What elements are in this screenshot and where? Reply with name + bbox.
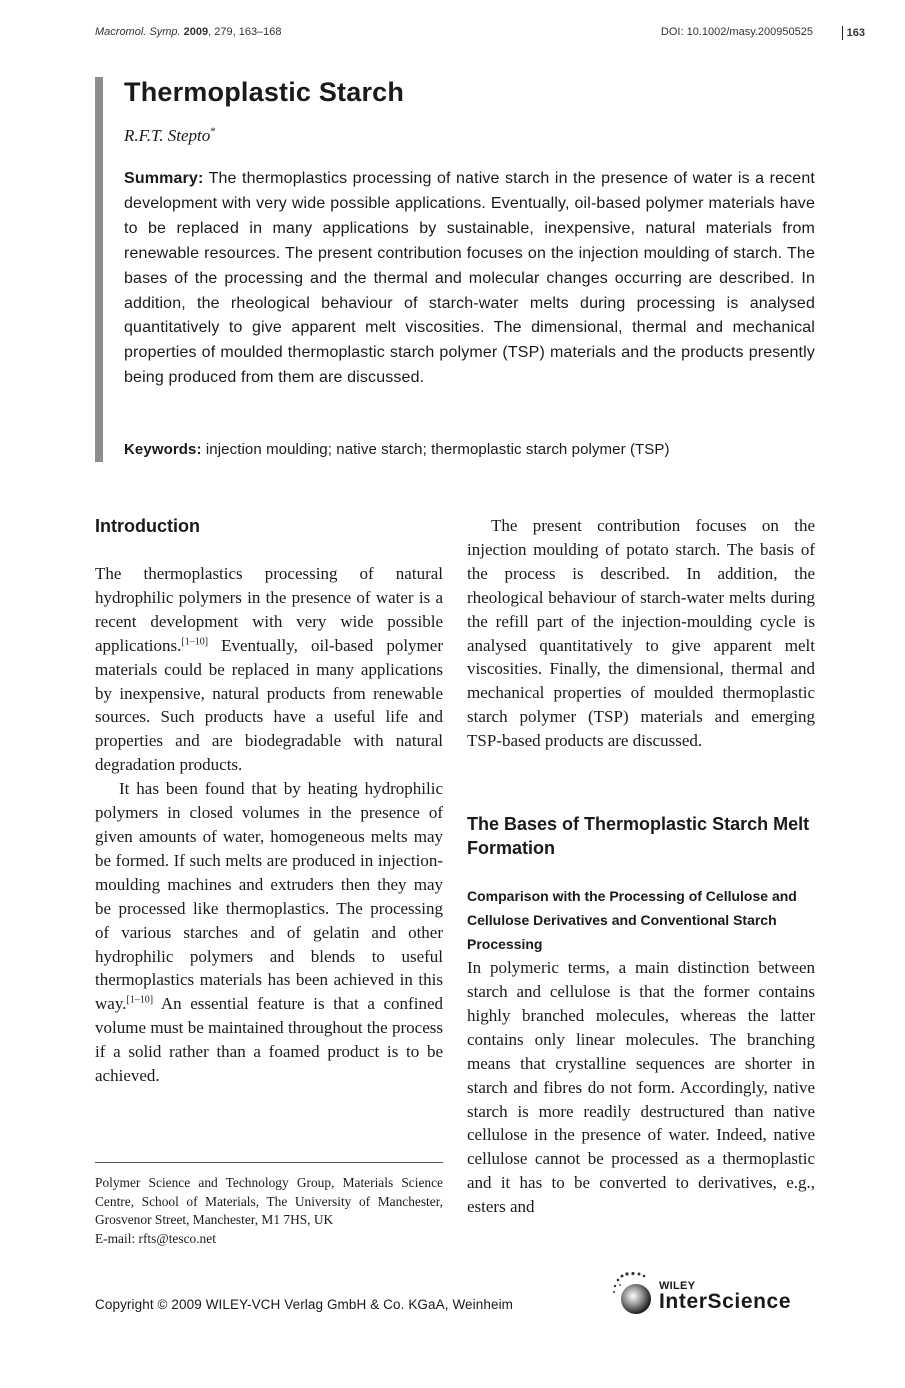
intro-p2-text-cont: An essential feature is that a confined volume must be maintained throughout the process if a solid rather than a foamed product is to be achieved.	[95, 994, 443, 1086]
right-column	[467, 514, 815, 1219]
running-header	[95, 26, 865, 44]
intro-p1-text-cont: Eventually, oil-based polymer materials could be replaced in many applications by inexpensive, natural products from renewable sources. Such products have a useful life and properties and are biodegradable with natural degradation products.	[95, 635, 443, 775]
intro-p1-text: The thermoplastics processing of natural hydrophilic polymers in the presence of water is a recent development with very wide possible applications.	[95, 564, 443, 655]
footnote	[95, 1174, 443, 1248]
intro-paragraph-2	[95, 777, 443, 1088]
volume-pages: , 279, 163–168	[208, 26, 282, 38]
article-title: Thermoplastic Starch	[124, 77, 405, 107]
citation-ref[interactable]: [1–10]	[181, 636, 209, 648]
doi[interactable]: DOI: 10.1002/masy.200950525	[660, 26, 813, 38]
citation	[95, 26, 282, 38]
keywords-label: Keywords:	[124, 441, 202, 458]
logo-name-text: InterScience	[659, 1290, 792, 1313]
page-number: 163	[842, 26, 865, 40]
footnote-rule	[95, 1162, 443, 1163]
section-heading-introduction: Introduction	[95, 516, 200, 536]
logo-wiley-text: WILEY	[659, 1280, 696, 1292]
summary-label: Summary:	[124, 170, 204, 187]
spacer	[467, 860, 815, 884]
copyright: Copyright © 2009 WILEY-VCH Verlag GmbH & Co. KGaA, Weinheim	[95, 1297, 514, 1312]
bases-paragraph-1: In polymeric terms, a main distinction between starch and cellulose is that the former contains highly branched molecules, whereas the latter contains only linear molecules. The branching means that crystalline sequences are shorter in starch and fibres do not form. Accordingly, native starch is more readily destructured than native cellulose in the presence of water. Indeed, native cellulose cannot be processed as a thermoplastic and it has to be converted to derivatives, e.g., esters and	[467, 958, 815, 1217]
keywords	[124, 441, 670, 458]
summary-text: The thermoplastics processing of native starch in the presence of water is a recent development with very wide possible applications. Eventually, oil-based polymer materials have to be replaced in many applications by sustainable, inexpensive, natural materials from renewable resources. The present contribution focuses on the injection moulding of starch. The bases of the processing and the thermal and molecular changes occurring are described. In addition, the rheological behaviour of starch-water melts during processing is analysed quantitatively to give apparent melt viscosities. The dimensional, thermal and mechanical properties of moulded thermoplastic starch polymer (TSP) materials and the products presently being produced from them are discussed.	[124, 170, 815, 387]
globe-icon	[612, 1272, 656, 1318]
intro-paragraph-3: The present contribution focuses on the injection moulding of potato starch. The basis of the process is described. In addition, the rheological behaviour of starch-water melts during the refill part of the injection-moulding cycle is analysed quantitatively to give apparent melt viscosities. Finally, the dimensional, thermal and mechanical properties of moulded thermoplastic starch polymer (TSP) materials and emerging TSP-based products are discussed.	[467, 516, 815, 751]
interscience-logo[interactable]	[612, 1268, 822, 1320]
section-heading-bases: The Bases of Thermoplastic Starch Melt Formation	[467, 814, 810, 859]
author-name: R.F.T. Stepto	[124, 126, 211, 145]
abstract-block	[95, 77, 815, 462]
intro-paragraph-1	[95, 562, 443, 777]
journal-year: 2009	[183, 26, 209, 38]
affiliation: Polymer Science and Technology Group, Materials Science Centre, School of Materials, The University of Manchester, Grosvenor Street, Manchester, M1 7HS, UK	[95, 1175, 443, 1227]
journal-name: Macromol. Symp.	[95, 26, 181, 38]
sidebar-bar	[95, 77, 103, 462]
keywords-text: injection moulding; native starch; thermoplastic starch polymer (TSP)	[201, 441, 670, 458]
email[interactable]: E-mail: rfts@tesco.net	[95, 1230, 216, 1246]
author	[124, 126, 216, 146]
left-column	[95, 514, 443, 1088]
spacer	[467, 753, 815, 812]
author-footnote-mark[interactable]: *	[210, 125, 216, 138]
subsection-heading-comparison: Comparison with the Processing of Cellulose and Cellulose Derivatives and Conventional Starch Processing	[467, 888, 797, 953]
intro-p2-text: It has been found that by heating hydrophilic polymers in closed volumes in the presence of given amounts of water, homogeneous melts may be formed. If such melts are produced in injection-moulding machines and extruders then they may be processed like thermoplastics. The processing of various starches and of gelatin and other hydrophilic polymers and blends to useful thermoplastics materials has been achieved in this way.	[95, 779, 443, 1014]
citation-ref[interactable]: [1–10]	[126, 994, 154, 1006]
summary	[124, 167, 815, 391]
